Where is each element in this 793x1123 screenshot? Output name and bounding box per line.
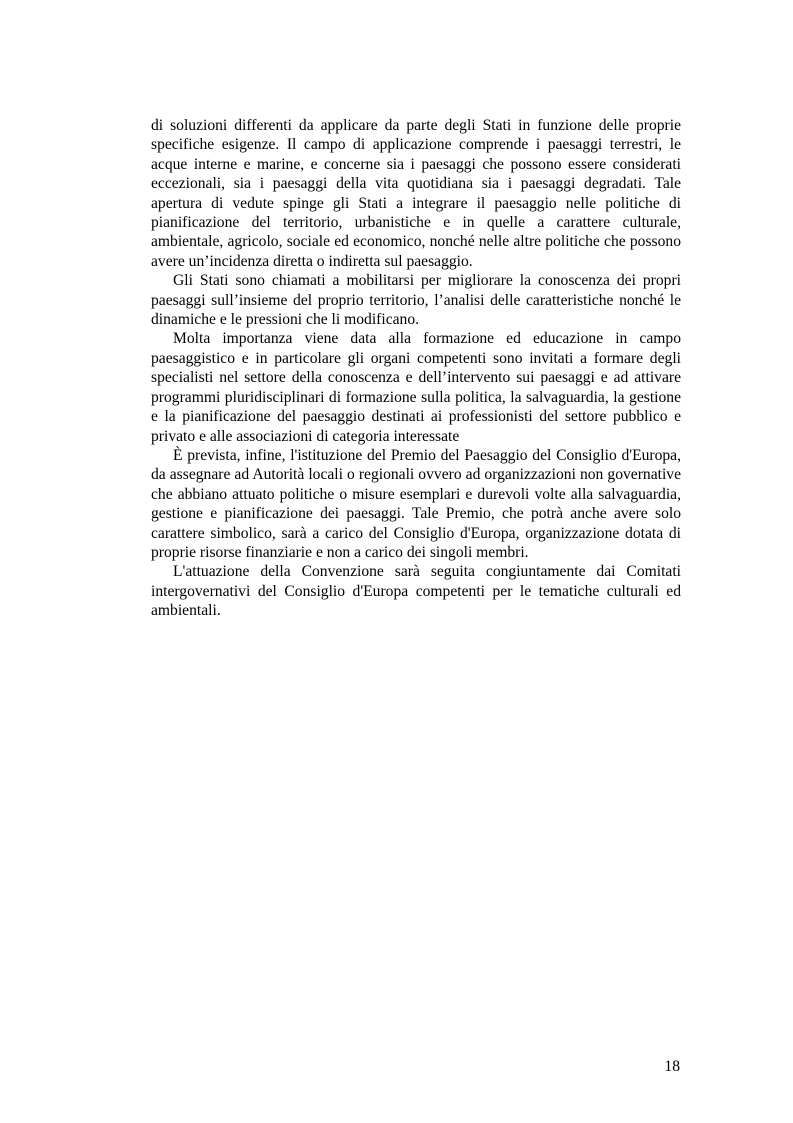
paragraph-1: di soluzioni differenti da applicare da parte degli Stati in funzione delle proprie specifiche esigenze. Il campo di applicazione comprende i paesaggi terrestri, le acque interne e marine, e concerne sia i paesaggi che possono essere considerati eccezionali, sia i paesaggi della vita quotidiana sia i paesaggi degradati. Tale apertura di vedute spinge gli Stati a integrare il paesaggio nelle politiche di pianificazione del territorio, urbanistiche e in quelle a carattere culturale, ambientale, agricolo, sociale ed economico, nonché nelle altre politiche che possono avere un’incidenza diretta o indiretta sul paesaggio. (151, 117, 681, 270)
paragraph-5: L'attuazione della Convenzione sarà seguita congiuntamente dai Comitati intergovernativi del Consiglio d'Europa competenti per le tematiche culturali ed ambientali. (151, 563, 681, 620)
body-text (151, 116, 681, 621)
page-number: 18 (664, 1058, 680, 1075)
paragraph-2: Gli Stati sono chiamati a mobilitarsi per migliorare la conoscenza dei propri paesaggi sull’insieme del proprio territorio, l’analisi delle caratteristiche nonché le dinamiche e le pressioni che li modificano. (151, 272, 681, 329)
paragraph-4: È prevista, infine, l'istituzione del Premio del Paesaggio del Consiglio d'Europa, da assegnare ad Autorità locali o regionali ovvero ad organizzazioni non governative che abbiano attuato politiche o misure esemplari e durevoli volte alla salvaguardia, gestione e pianificazione dei paesaggi. Tale Premio, che potrà anche avere solo carattere simbolico, sarà a carico del Consiglio d'Europa, organizzazione dotata di proprie risorse finanziarie e non a carico dei singoli membri. (151, 446, 681, 561)
paragraph-3: Molta importanza viene data alla formazione ed educazione in campo paesaggistico e in particolare gli organi competenti sono invitati a formare degli specialisti nel settore della conoscenza e dell’intervento sui paesaggi e ad attivare programmi pluridisciplinari di formazione sulla politica, la salvaguardia, la gestione e la pianificazione del paesaggio destinati ai professionisti del settore pubblico e privato e alle associazioni di categoria interessate (151, 330, 681, 445)
